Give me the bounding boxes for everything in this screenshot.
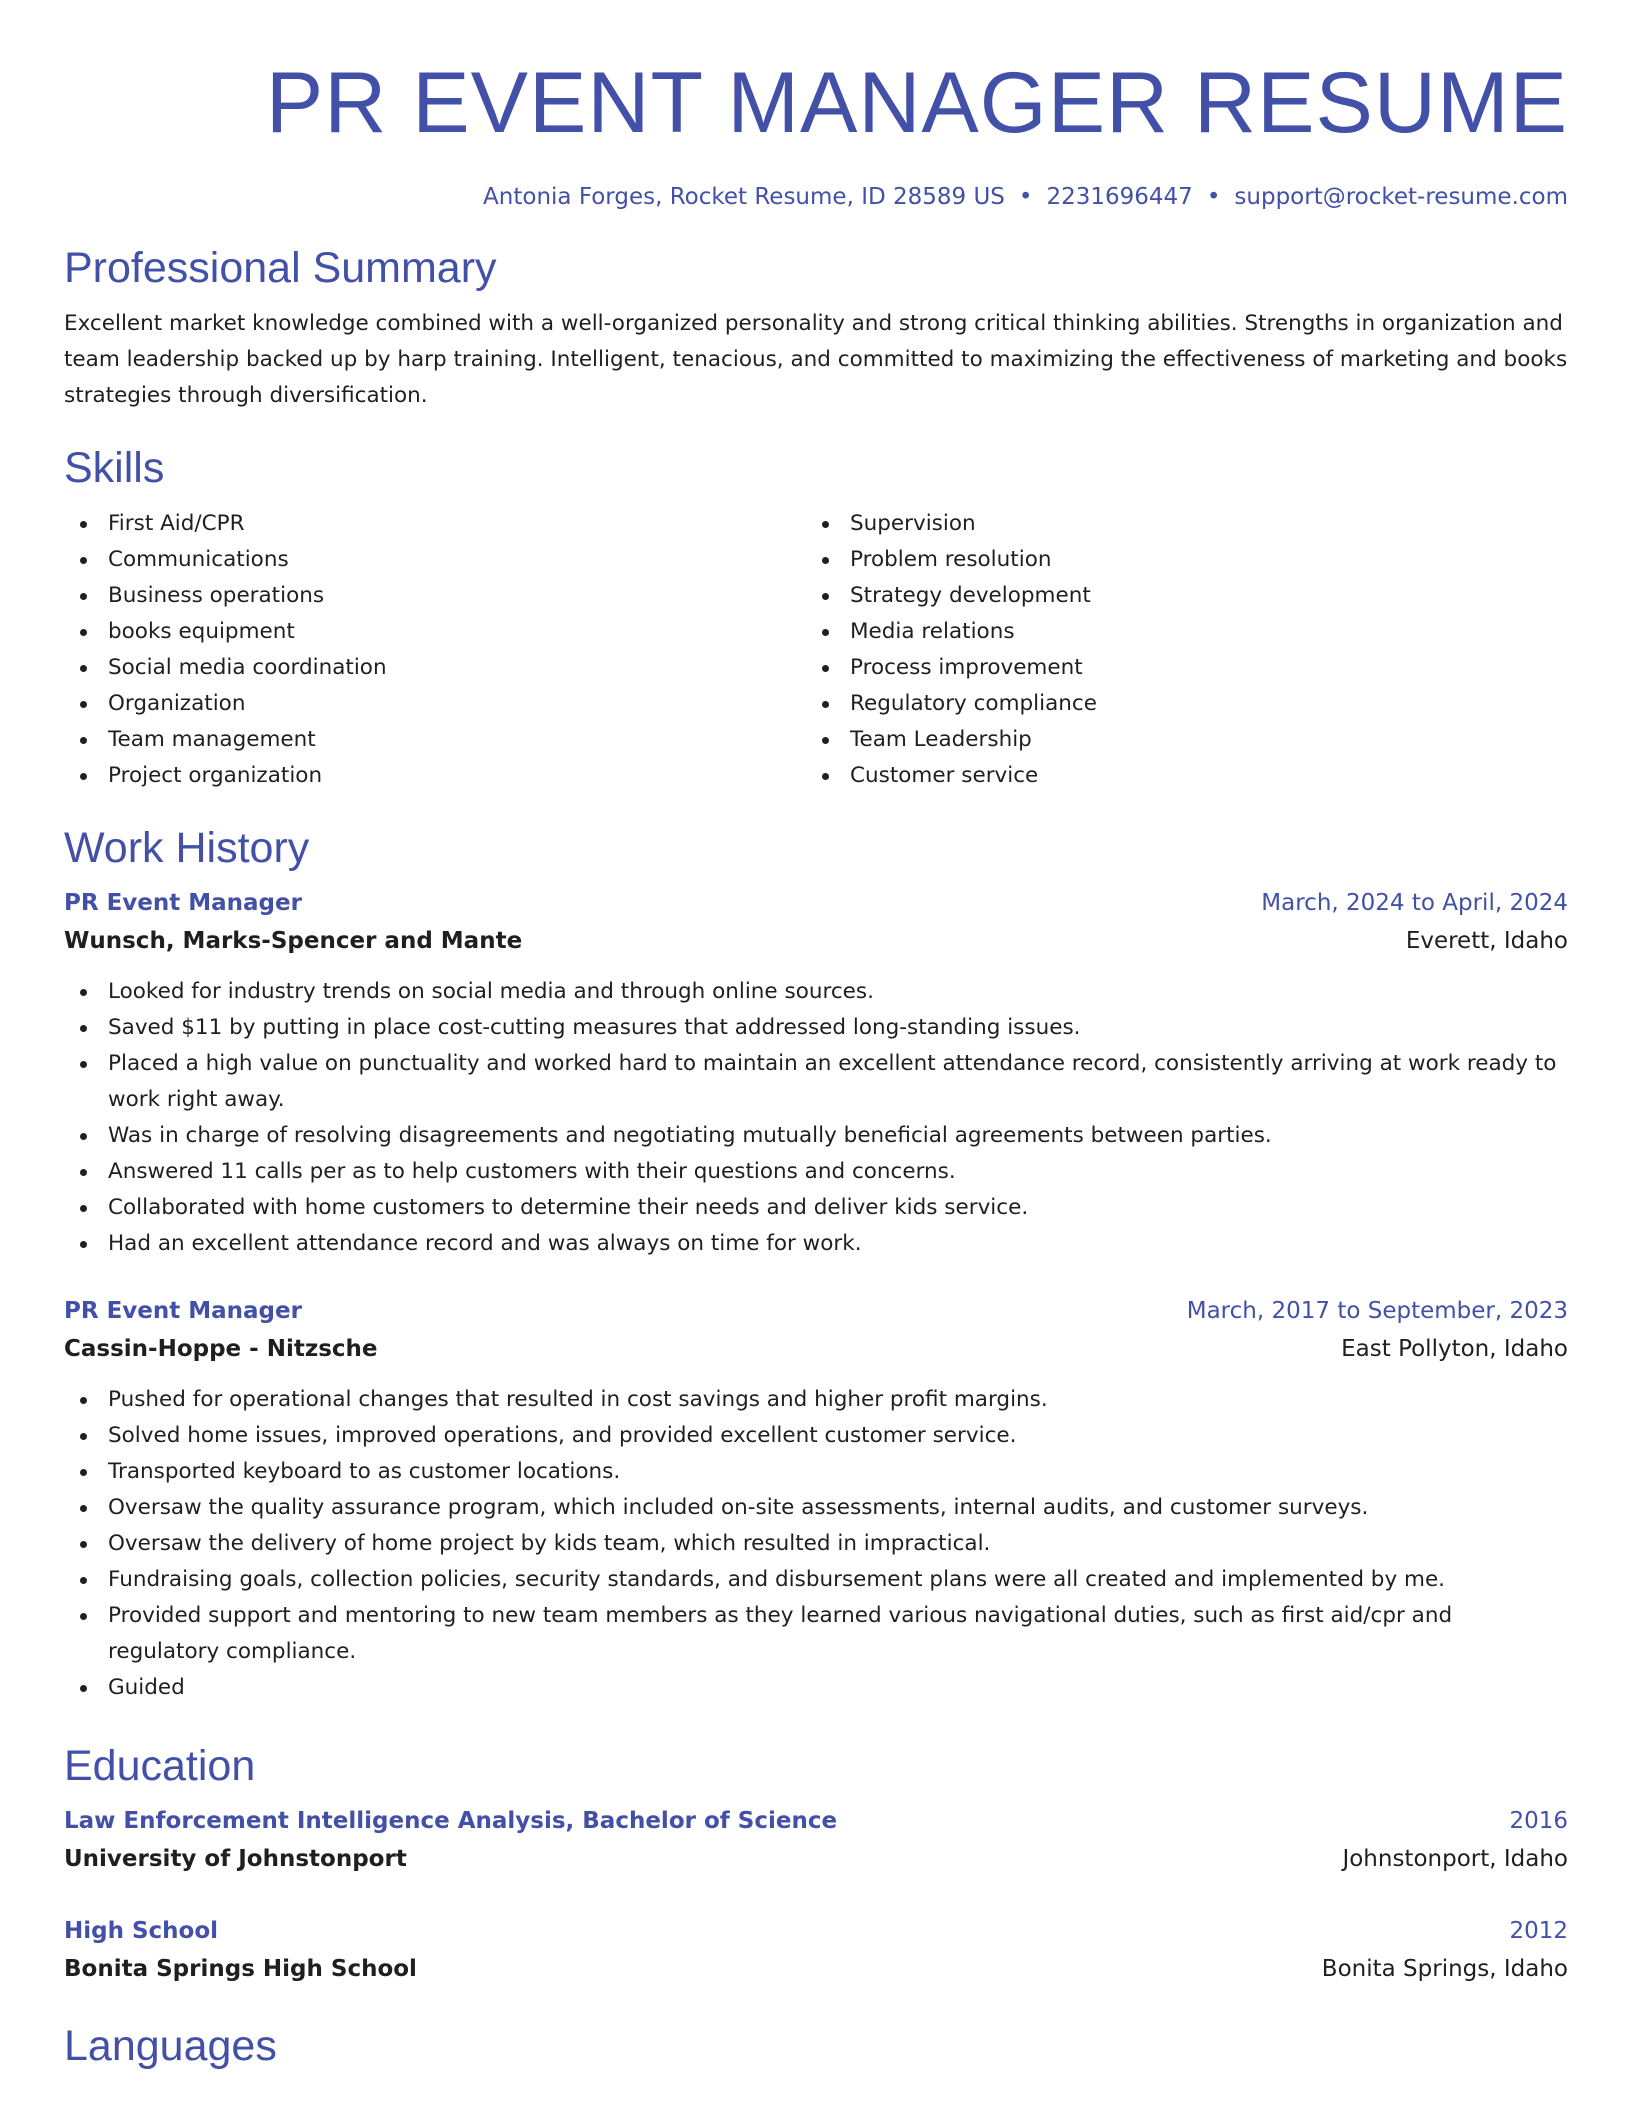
job-entry <box>64 1292 1568 1706</box>
degree-year: 2012 <box>1509 1918 1568 1944</box>
job-bullet: Had an excellent attendance record and was always on time for work. <box>64 1226 1568 1262</box>
skill-item: Business operations <box>64 578 806 614</box>
skill-item: Process improvement <box>806 650 1548 686</box>
summary-heading: Professional Summary <box>64 244 497 292</box>
skills-columns <box>64 506 1568 794</box>
contact-email[interactable]: support@rocket-resume.com <box>1234 184 1568 210</box>
education-heading: Education <box>64 1742 256 1790</box>
skills-section <box>0 440 1632 794</box>
job-bullet: Placed a high value on punctuality and worked hard to maintain an excellent attendance record, consistently arriving at work ready to work right away. <box>64 1046 1568 1118</box>
degree-row <box>64 1802 1568 1840</box>
job-bullet: Solved home issues, improved operations, and provided excellent customer service. <box>64 1418 1568 1454</box>
skill-item: Communications <box>64 542 806 578</box>
job-bullet: Transported keyboard to as customer locations. <box>64 1454 1568 1490</box>
summary-text: Excellent market knowledge combined with a well-organized personality and strong critical thinking abilities. Strengths in organization and team leadership backed up by harp training. Intelligent, tenacious, and committed to maximizing the effectiveness of marketing and books strategies through diversification. <box>64 311 1568 408</box>
education-entry <box>64 1802 1568 1878</box>
job-bullet: Guided <box>64 1670 1568 1706</box>
job-title-row <box>64 884 1568 922</box>
school-row <box>64 1950 1568 1988</box>
job-title: PR Event Manager <box>64 1298 302 1324</box>
job-bullet: Saved $11 by putting in place cost-cutting measures that addressed long-standing issues. <box>64 1010 1568 1046</box>
job-bullet: Oversaw the delivery of home project by kids team, which resulted in impractical. <box>64 1526 1568 1562</box>
job-bullet: Pushed for operational changes that resulted in cost savings and higher profit margins. <box>64 1382 1568 1418</box>
resume-header <box>0 0 1632 214</box>
school-name: University of Johnstonport <box>64 1846 407 1872</box>
education-entry <box>64 1912 1568 1988</box>
skill-item: Problem resolution <box>806 542 1548 578</box>
job-company-row <box>64 1330 1568 1368</box>
skill-item: Organization <box>64 686 806 722</box>
contact-separator: • <box>1206 184 1221 210</box>
skill-item: Regulatory compliance <box>806 686 1548 722</box>
skill-item: books equipment <box>64 614 806 650</box>
job-location: Everett, Idaho <box>1405 928 1568 954</box>
job-bullet: Fundraising goals, collection policies, security standards, and disbursement plans were all created and implemented by me. <box>64 1562 1568 1598</box>
resume-title: PR EVENT MANAGER RESUME <box>265 55 1568 151</box>
job-entry <box>64 884 1568 1262</box>
job-bullet: Collaborated with home customers to determine their needs and deliver kids service. <box>64 1190 1568 1226</box>
contact-separator: • <box>1018 184 1033 210</box>
contact-phone: 2231696447 <box>1046 184 1193 210</box>
skill-item: First Aid/CPR <box>64 506 806 542</box>
job-bullet: Answered 11 calls per as to help customers with their questions and concerns. <box>64 1154 1568 1190</box>
school-row <box>64 1840 1568 1878</box>
education-section <box>0 1738 1632 1988</box>
contact-address: Antonia Forges, Rocket Resume, ID 28589 US <box>483 184 1005 210</box>
school-location: Johnstonport, Idaho <box>1342 1846 1568 1872</box>
job-title: PR Event Manager <box>64 890 302 916</box>
skill-item: Strategy development <box>806 578 1548 614</box>
skills-heading: Skills <box>64 444 165 492</box>
skill-item: Team management <box>64 722 806 758</box>
job-company: Cassin-Hoppe - Nitzsche <box>64 1336 378 1362</box>
school-location: Bonita Springs, Idaho <box>1321 1956 1568 1982</box>
job-title-row <box>64 1292 1568 1330</box>
job-dates: March, 2017 to September, 2023 <box>1186 1298 1568 1324</box>
job-bullet: Provided support and mentoring to new team members as they learned various navigational duties, such as first aid/cpr and regulatory compliance. <box>64 1598 1568 1670</box>
work-heading: Work History <box>64 824 310 872</box>
job-bullet: Was in charge of resolving disagreements and negotiating mutually beneficial agreements between parties. <box>64 1118 1568 1154</box>
degree-row <box>64 1912 1568 1950</box>
job-bullets <box>64 1382 1568 1706</box>
skill-item: Customer service <box>806 758 1548 794</box>
languages-section <box>0 2018 1632 2074</box>
work-section <box>0 820 1632 1706</box>
job-bullet: Oversaw the quality assurance program, which included on-site assessments, internal audits, and customer surveys. <box>64 1490 1568 1526</box>
job-location: East Pollyton, Idaho <box>1341 1336 1568 1362</box>
school-name: Bonita Springs High School <box>64 1956 417 1982</box>
skill-item: Project organization <box>64 758 806 794</box>
languages-heading: Languages <box>64 2022 277 2070</box>
summary-section <box>0 240 1632 414</box>
skills-list-right <box>806 506 1548 794</box>
degree-name: Law Enforcement Intelligence Analysis, Bachelor of Science <box>64 1808 838 1834</box>
degree-year: 2016 <box>1509 1808 1568 1834</box>
job-dates: March, 2024 to April, 2024 <box>1261 890 1568 916</box>
contact-line <box>64 180 1568 214</box>
degree-name: High School <box>64 1918 219 1944</box>
job-bullet: Looked for industry trends on social media and through online sources. <box>64 974 1568 1010</box>
skills-list-left <box>64 506 806 794</box>
job-company-row <box>64 922 1568 960</box>
skill-item: Team Leadership <box>806 722 1548 758</box>
skill-item: Social media coordination <box>64 650 806 686</box>
skill-item: Supervision <box>806 506 1548 542</box>
job-company: Wunsch, Marks-Spencer and Mante <box>64 928 523 954</box>
skill-item: Media relations <box>806 614 1548 650</box>
job-bullets <box>64 974 1568 1262</box>
